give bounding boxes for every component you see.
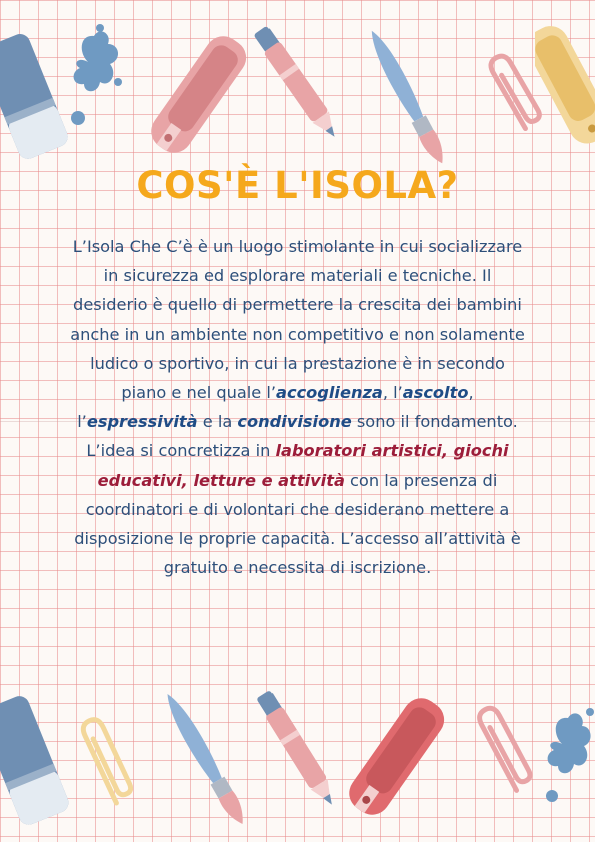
- text-span: e la: [197, 412, 238, 432]
- text-span: L’idea si concretizza in: [86, 441, 276, 461]
- text-span: con la presenza di coordinatori e di volontari che desiderano mettere a disposizione le proprie capacità. L’accesso all’attività è gratuito e necessita di iscrizione.: [74, 470, 521, 578]
- paperclip-icon: [468, 700, 538, 800]
- page-title: COS'È L'ISOLA?: [136, 164, 459, 207]
- text-span: , l’: [77, 383, 474, 432]
- keyword-espressivita: espressività: [86, 412, 198, 432]
- paintbrush-icon: [352, 22, 462, 172]
- paragraph-activities: [70, 436, 525, 582]
- keyword-ascolto: ascolto: [402, 383, 469, 403]
- pen-icon: [244, 18, 354, 153]
- stapler-icon: [535, 22, 595, 152]
- paint-splash-icon: [60, 22, 130, 132]
- description-text: [70, 232, 525, 582]
- paint-splash-icon: [530, 700, 595, 810]
- keyword-accoglienza: accoglienza: [276, 383, 383, 403]
- keyword-condivisione: condivisione: [237, 412, 352, 432]
- stapler-icon: [140, 28, 250, 168]
- stapler-icon: [338, 690, 448, 830]
- text-span: , l’: [382, 383, 403, 403]
- paperclip-icon: [70, 712, 140, 812]
- text-span: sono il fondamento.: [351, 412, 518, 432]
- keyword-activities: laboratori artistici, giochi educativi, letture e attività: [97, 441, 509, 490]
- eraser-icon: [0, 690, 70, 830]
- text-span: L’Isola Che C’è è un luogo stimolante in cui socializzare in sicurezza ed esplorare materiali e tecniche. Il desiderio è quello di permettere la crescita dei bambini anche in un ambiente non competitivo e non solamente ludico o sportivo, in cui la prestazione è in secondo piano e nel quale l’: [70, 237, 525, 403]
- paragraph-intro: [70, 232, 525, 436]
